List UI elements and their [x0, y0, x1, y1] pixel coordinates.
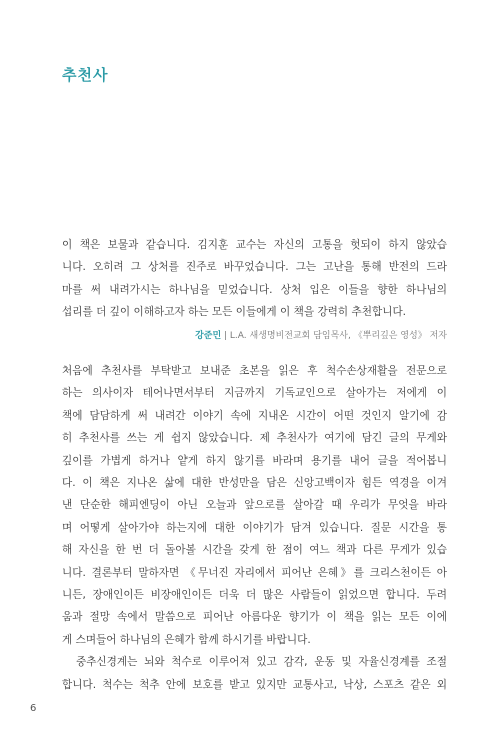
recommendation-paragraph-1 [62, 234, 447, 324]
text-line: 다. 이 책은 지나온 삶에 대한 반성만을 담은 신앙고백이자 힘든 역경을 이겨 [62, 477, 447, 490]
attribution-affiliation: | L.A. 새생명비전교회 담임목사, 《뿌리깊은 영성》 저자 [221, 331, 447, 341]
section-title: 추천사 [62, 66, 109, 84]
text-line: 게 스며들어 하나님의 은혜가 함께 하시기를 바랍니다. [62, 633, 311, 646]
recommendation-paragraph-2 [62, 360, 447, 696]
text-line: 며 어떻게 살아가야 하는지에 대한 이야기가 담겨 있습니다. 질문 시간을 통 [62, 521, 447, 534]
text-line: 히 추천사를 쓰는 게 쉽지 않았습니다. 제 추천사가 여기에 담긴 글의 무게와 [62, 432, 447, 445]
text-line: 책에 담담하게 써 내려간 이야기 속에 지내온 시간이 어떤 것인지 알기에 감 [62, 409, 447, 422]
text-line: 하는 의사이자 테어나면서부터 지금까지 기독교인으로 살아가는 저에게 이 [62, 387, 447, 400]
text-line: 합니다. 척수는 척추 안에 보호를 받고 있지만 교통사고, 낙상, 스포츠 같은 외 [62, 678, 447, 691]
text-line: 해 자신을 한 번 더 돌아볼 시간을 갖게 한 점이 여느 책과 다른 무게가 있습 [62, 544, 447, 557]
attribution [195, 328, 447, 341]
text-line: 낸 단순한 해피엔딩이 아닌 오늘과 앞으로를 살아갈 때 우리가 무엇을 바라 [62, 499, 447, 512]
text-line: 처음에 추천사를 부탁받고 보내준 초본을 읽은 후 척수손상재활을 전문으로 [62, 365, 447, 377]
text-line: 니다. 결론부터 말하자면 《무너진 자리에서 피어난 은혜》를 크리스천이든 아 [62, 566, 447, 579]
text-line: 섭리를 더 깊이 이해하고자 하는 모든 이들에게 이 책을 강력히 추천합니다. [62, 306, 407, 319]
text-line: 마를 써 내려가시는 하나님을 믿었습니다. 상처 입은 이들을 향한 하나님의 [62, 283, 447, 296]
text-line: 니다. 오히려 그 상처를 진주로 바꾸었습니다. 그는 고난을 통해 반전의 드라 [62, 261, 447, 274]
text-line: 이 책은 보물과 같습니다. 김지훈 교수는 자신의 고통을 헛되이 하지 않았습 [62, 239, 447, 251]
text-line: 깊이를 가볍게 하거나 얕게 하지 않기를 바라며 용기를 내어 글을 적어봅니 [62, 454, 447, 467]
attribution-author: 강준민 [195, 331, 222, 341]
page-number: 6 [30, 703, 37, 714]
text-line: 중추신경계는 뇌와 척수로 이루어져 있고 감각, 운동 및 자율신경계를 조절 [62, 656, 447, 669]
text-line: 움과 절망 속에서 말씀으로 피어난 아름다운 향기가 이 책을 읽는 모든 이에 [62, 611, 447, 624]
text-line: 니든, 장애인이든 비장애인이든 더욱 더 많은 사람들이 읽었으면 합니다. 두려 [62, 589, 447, 602]
